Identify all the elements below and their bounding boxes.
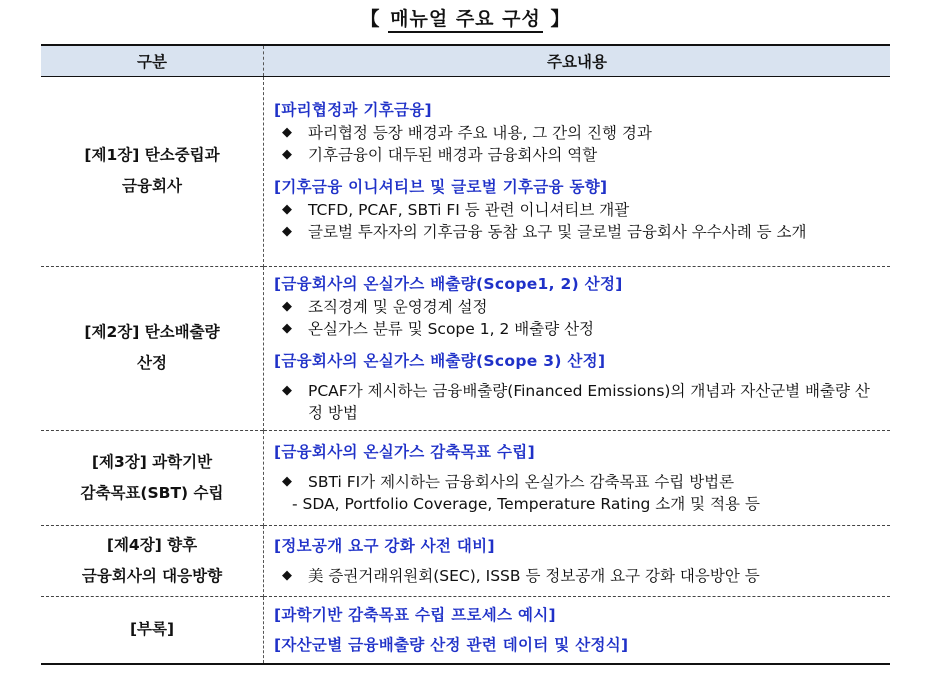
category-line: [부록] <box>129 620 175 639</box>
category-line: [제3장] 과학기반 <box>91 452 213 471</box>
diamond-bullet-icon: ◆ <box>282 125 292 140</box>
table-row <box>41 430 890 525</box>
list-item: ◆ PCAF가 제시하는 금융배출량(Financed Emissions)의 개념과 자산군별 배출량 산정 방법 <box>282 381 870 422</box>
category-line: 금융회사 <box>122 177 182 195</box>
section-heading: [금융회사의 온실가스 감축목표 수립] <box>274 442 535 461</box>
category-line: 감축목표(SBT) 수립 <box>80 483 224 502</box>
diamond-bullet-icon: ◆ <box>282 473 292 489</box>
header-content: 주요내용 <box>264 45 891 76</box>
page-title <box>0 4 931 33</box>
diamond-bullet-icon: ◆ <box>282 224 292 239</box>
diamond-bullet-icon: ◆ <box>282 320 292 336</box>
row-content <box>264 76 891 266</box>
diamond-bullet-icon: ◆ <box>282 567 292 583</box>
diamond-bullet-icon: ◆ <box>282 202 292 217</box>
section-heading: [과학기반 감축목표 수립 프로세스 예시] <box>274 605 556 624</box>
row-content <box>264 430 891 525</box>
list-item: ◆ 파리협정 등장 배경과 주요 내용, 그 간의 진행 경과 <box>282 124 652 142</box>
section-heading: [금융회사의 온실가스 배출량(Scope 3) 산정] <box>274 351 606 370</box>
title-bracket-close: 】 <box>550 8 571 30</box>
row-category <box>41 76 264 266</box>
table-row <box>41 525 890 596</box>
title-bracket-open: 【 <box>360 8 381 30</box>
section-heading: [파리협정과 기후금융] <box>274 101 432 119</box>
table-row <box>41 266 890 430</box>
table-header-row <box>41 45 890 76</box>
header-category: 구분 <box>41 45 264 76</box>
sub-line: - SDA, Portfolio Coverage, Temperature Rating 소개 및 적용 등 <box>292 494 760 513</box>
section-heading: [정보공개 요구 강화 사전 대비] <box>274 536 495 555</box>
list-item: ◆ 美 증권거래위원회(SEC), ISSB 등 정보공개 요구 강화 대응방안 등 <box>282 566 760 585</box>
category-line: [제1장] 탄소중립과 <box>84 146 220 164</box>
table-row <box>41 596 890 664</box>
table-row <box>41 76 890 266</box>
row-category <box>41 266 264 430</box>
list-item: ◆ 기후금융이 대두된 배경과 금융회사의 역할 <box>282 146 598 164</box>
row-content <box>264 266 891 430</box>
row-content <box>264 525 891 596</box>
list-item: ◆ 조직경계 및 운영경계 설정 <box>282 297 488 316</box>
list-item: ◆ 글로벌 투자자의 기후금융 동참 요구 및 글로벌 금융회사 우수사례 등 소개 <box>282 223 807 241</box>
category-line: 산정 <box>137 354 167 372</box>
category-line: 금융회사의 대응방향 <box>81 566 223 585</box>
section-heading: [기후금융 이니셔티브 및 글로벌 기후금융 동향] <box>274 178 608 196</box>
manual-structure-table <box>41 44 890 665</box>
category-line: [제4장] 향후 <box>106 535 198 554</box>
diamond-bullet-icon: ◆ <box>282 382 292 398</box>
title-text: 매뉴얼 주요 구성 <box>388 4 543 33</box>
row-content <box>264 596 891 664</box>
section-heading: [금융회사의 온실가스 배출량(Scope1, 2) 산정] <box>274 274 623 293</box>
list-item: ◆ SBTi FI가 제시하는 금융회사의 온실가스 감축목표 수립 방법론 <box>282 472 735 491</box>
row-category <box>41 430 264 525</box>
section-heading: [자산군별 금융배출량 산정 관련 데이터 및 산정식] <box>274 635 629 654</box>
diamond-bullet-icon: ◆ <box>282 147 292 162</box>
row-category <box>41 596 264 664</box>
category-line: [제2장] 탄소배출량 <box>84 323 220 341</box>
diamond-bullet-icon: ◆ <box>282 298 292 314</box>
list-item: ◆ TCFD, PCAF, SBTi FI 등 관련 이니셔티브 개괄 <box>282 201 630 219</box>
list-item: ◆ 온실가스 분류 및 Scope 1, 2 배출량 산정 <box>282 319 595 338</box>
row-category <box>41 525 264 596</box>
